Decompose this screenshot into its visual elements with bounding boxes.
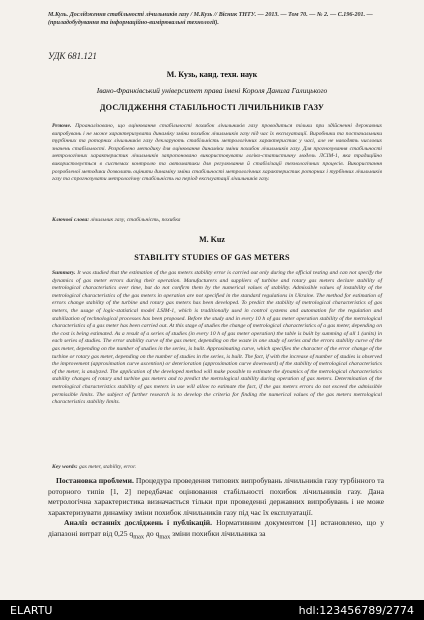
- title-en: STABILITY STUDIES OF GAS METERS: [134, 253, 290, 262]
- abstract-ua-text: Проаналізовано, що оцінювання стабільності похибок лічильників газу проводиться тільки при здійсненні державних випробувань і не може характеризувати динаміку зміни похибок лічильників газу під час їх експлуатації. Виробники та постачальники турбінних та роторних лічильників газу декларують стабільність метрологічних характеристик у часі, але не наводять числових значень стабільності. Розроблено методику для оцінювання динаміки зміни похибок лічильників газу. Для прогнозування стабільності метрологічних характеристик лічильників запропоновано використовувати логіко-статистичну модель ЛСІМ-1, яка традиційно використовується в системах контролю та автоматики для регулювання й стабілізації технологічних процесів. Використання розробленої методики дозволить оцінити динаміку зміни стабільності метрологічних характеристик роторних і турбінних лічильників газу та спрогнозувати метрологічну стабільність на період експлуатації лічильників газу.: [52, 123, 382, 183]
- keywords-en-text: gas meter, stability, error.: [79, 464, 137, 470]
- repository-name[interactable]: ELARTU: [10, 604, 53, 617]
- analysis-text-mid: до q: [144, 528, 160, 538]
- author-ua: М. Кузь, канд. техн. наук: [166, 70, 258, 79]
- affiliation-ua: Івано-Франківський університет права імені Короля Данила Галицького: [96, 86, 328, 95]
- journal-citation-header: М.Кузь. Дослідження стабільності лічильників газу / М.Кузь // Вісник ТНТУ. — 2013. — Том 70. — № 2. — С.196-201. — (приладобудування та інформаційно-вимірювальні технології).: [48, 12, 373, 26]
- keywords-en-label: Key words:: [52, 464, 78, 470]
- abstract-ua: [52, 123, 382, 184]
- body-text: [48, 476, 384, 543]
- keywords-en: [52, 464, 382, 470]
- abstract-en-text: It was studied that the estimation of the gas meters stability error is carried out only during the official testing and can not specify the dynamics of gas meter errors during their operation. Manufacturers and suppliers of turbine and rotary gas meters declare stability of metrological characteristics over time, but do not confirm them by the numerical values of stability. Admissible values of instability of the metrological characteristics of the gas meters in operation are not specified in the standard regulations in Ukraine. The method for estimation of errors change stability of the turbine and rotary gas meters has been developed. To predict the stability of metrological characteristics of gas meters, the usage of logic-statistical model LSIM-1, which is traditionally used in control systems and automation for the regulation and stabilization of technological processes has been proposed. Before the study and in every 10 h of gas meter operation stability of the metrological characteristics of a gas meter has been carried out. At this stage of studies the change of metrological characteristics of a gas meter, depending on the cost is being estimated. As a result of a series of studies (in every 10 h of gas meter operation) the table is built by summing of all 1 (units) in each series of studies. The error stability curve of the gas meter, depending on the waste in one study of series and the errors stability curve of the gas meter, depending on the number of studies in the series, is built. Approximating curve, which specifies the character of the error change of the turbine or rotary gas meter, depending on the number of studies in the series, is built. The fact, if with the increase of number of studies is observed the improvement (approximation curve ascention) or deterioration (approximation curve downward) of the stability of metrological characteristics of the meter, is analyzed. The application of the developed method will make possible to estimate the dynamics of the metrological characteristics stability changes of rotary and turbine gas meters and to predict the metrological stability during operation of gas meters. Determination of the metrological characteristics stability of gas meters in use will allow to estimate the fact, if the gas meters errors do not exceed the admissible permissible limits. The subject of further research is to develop the criteria for finding the numerical values of the gas meters metrological characteristics stability limits.: [52, 270, 382, 406]
- subscript-max-1: max: [133, 533, 145, 541]
- keywords-ua-label: Ключові слова:: [52, 217, 90, 223]
- author-en: M. Kuz: [199, 235, 225, 244]
- abstract-en: [52, 270, 382, 407]
- problem-text: Процедура проведення типових випробувань лічильників газу турбінного та роторного типів [1, 2] передбачає оцінювання стабільності похибок лічильників газу. Дана метрологічна характеристика визначається тільки при проведенні державних випробувань і не може характеризувати динаміку зміни похибок лічильників газу під час їх експлуатації.: [48, 476, 384, 517]
- keywords-ua-text: лічильник газу, стабільність, похибка: [90, 217, 181, 223]
- problem-heading: Постановка проблеми.: [55, 476, 134, 485]
- title-ua: ДОСЛІДЖЕННЯ СТАБІЛЬНОСТІ ЛІЧИЛЬНИКІВ ГАЗУ: [99, 103, 325, 112]
- abstract-en-label: Summary.: [52, 270, 76, 276]
- abstract-ua-label: Резюме.: [52, 123, 72, 129]
- analysis-text: Нормативним документом [1] встановлено, що у діапазоні витрат від 0,25 q: [48, 518, 385, 538]
- handle-id[interactable]: hdl:123456789/2774: [298, 604, 414, 617]
- subscript-max-2: max: [159, 533, 171, 541]
- repository-footer: [0, 600, 424, 620]
- analysis-heading: Аналіз останніх досліджень і публікацій.: [64, 518, 213, 528]
- paragraph-problem: [48, 476, 384, 518]
- keywords-ua: [52, 217, 382, 223]
- analysis-text-end: зміни похибки лічильника за: [170, 528, 266, 538]
- udk-code: УДК 681.121: [48, 51, 97, 61]
- paragraph-analysis: [48, 518, 384, 543]
